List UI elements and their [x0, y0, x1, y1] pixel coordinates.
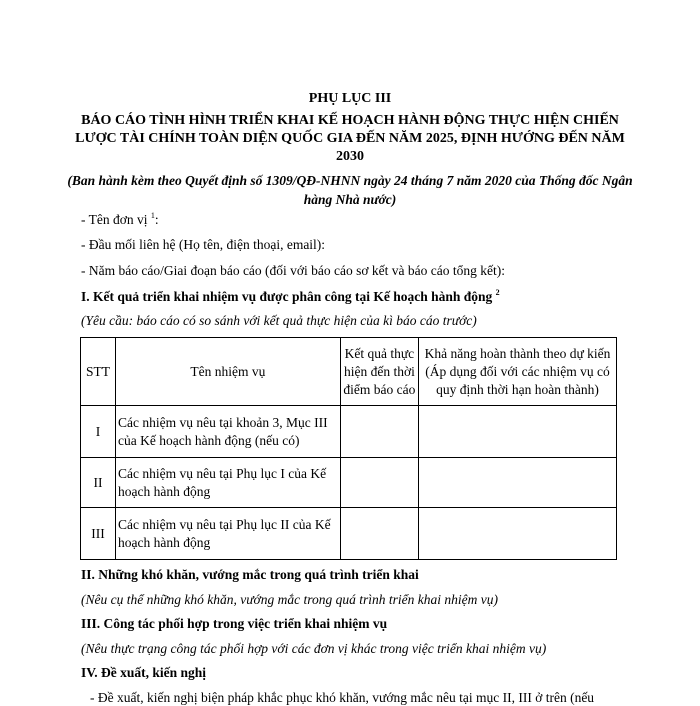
row-result	[340, 406, 418, 458]
row-task-name: Các nhiệm vụ nêu tại khoản 3, Mục III của Kế hoạch hành động (nếu có)	[116, 406, 341, 458]
table-header-row	[81, 338, 617, 406]
report-title: BÁO CÁO TÌNH HÌNH TRIỂN KHAI KẾ HOẠCH HÀNH ĐỘNG THỰC HIỆN CHIẾN LƯỢC TÀI CHÍNH TOÀN DIỆN QUỐC GIA ĐẾN NĂM 2025, ĐỊNH HƯỚNG ĐẾN NĂM 2030	[75, 113, 625, 164]
contact-field: - Đầu mối liên hệ (Họ tên, điện thoại, email):	[81, 237, 326, 252]
footnote-marker-2: 2	[495, 288, 500, 297]
header-task-name: Tên nhiệm vụ	[116, 338, 341, 406]
row-result	[340, 458, 418, 508]
row-possibility	[419, 458, 617, 508]
unit-name-suffix: :	[154, 212, 159, 227]
row-stt: II	[81, 458, 116, 508]
section-2-note: (Nêu cụ thể những khó khăn, vướng mắc trong quá trình triển khai nhiệm vụ)	[81, 592, 498, 607]
appendix-heading: PHỤ LỤC III	[308, 91, 392, 106]
section-1-title	[81, 288, 500, 305]
header-result: Kết quả thực hiện đến thời điểm báo cáo	[340, 338, 418, 406]
report-year-field: - Năm báo cáo/Giai đoạn báo cáo (đối với báo cáo sơ kết và báo cáo tổng kết):	[81, 263, 506, 278]
section-1-note: (Yêu cầu: báo cáo có so sánh với kết quả thực hiện của kì báo cáo trước)	[81, 313, 477, 328]
row-task-name: Các nhiệm vụ nêu tại Phụ lục II của Kế hoạch hành động	[116, 508, 341, 560]
header-stt: STT	[81, 338, 116, 406]
row-stt: I	[81, 406, 116, 458]
header-possibility: Khả năng hoàn thành theo dự kiến (Áp dụng đối với các nhiệm vụ có quy định thời hạn hoàn thành)	[419, 338, 617, 406]
table-row	[81, 406, 617, 458]
section-4-title: IV. Đề xuất, kiến nghị	[81, 665, 207, 680]
section-3-note: (Nêu thực trạng công tác phối hợp với các đơn vị khác trong việc triển khai nhiệm vụ)	[81, 641, 547, 656]
row-possibility	[419, 508, 617, 560]
row-result	[340, 508, 418, 560]
row-possibility	[419, 406, 617, 458]
section-3-title: III. Công tác phối hợp trong việc triển khai nhiệm vụ	[81, 616, 388, 631]
report-subtitle: (Ban hành kèm theo Quyết định số 1309/QĐ-NHNN ngày 24 tháng 7 năm 2020 của Thống đốc Ngân hàng Nhà nước)	[67, 173, 633, 207]
table-row	[81, 458, 617, 508]
row-stt: III	[81, 508, 116, 560]
section-1-title-text: I. Kết quả triển khai nhiệm vụ được phân công tại Kế hoạch hành động	[81, 289, 493, 304]
tasks-table	[80, 337, 617, 560]
footnote-marker-1: 1	[150, 211, 155, 220]
row-task-name: Các nhiệm vụ nêu tại Phụ lục I của Kế hoạch hành động	[116, 458, 341, 508]
table-row	[81, 508, 617, 560]
unit-name-field	[81, 211, 159, 228]
unit-name-label: - Tên đơn vị	[81, 212, 148, 227]
section-2-title: II. Những khó khăn, vướng mắc trong quá trình triển khai	[81, 567, 419, 582]
section-4-body: - Đề xuất, kiến nghị biện pháp khắc phục khó khăn, vướng mắc nêu tại mục II, III ở trên (nếu	[90, 690, 595, 705]
